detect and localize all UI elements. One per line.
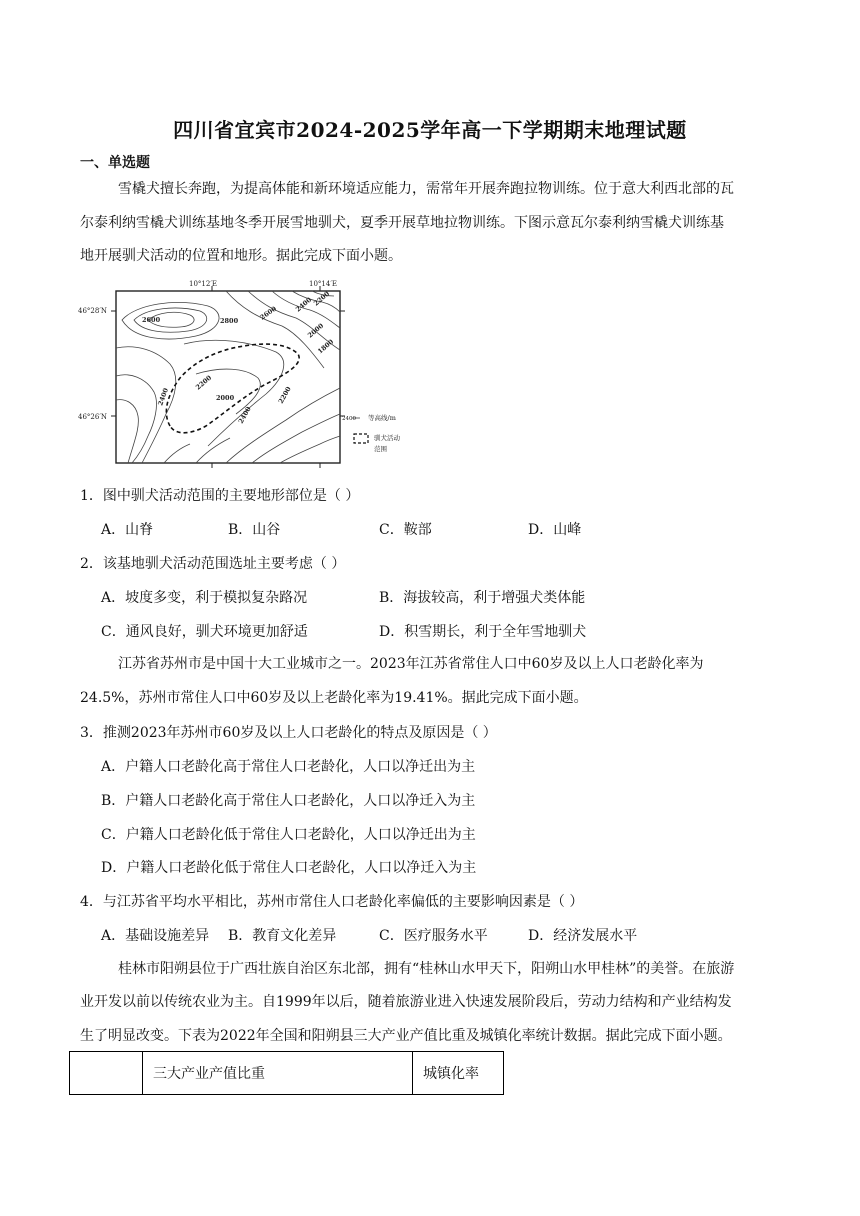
training-area-boundary bbox=[166, 344, 299, 433]
topographic-map bbox=[76, 278, 436, 468]
question-3-option-c[interactable]: C．户籍人口老龄化低于常住人口老龄化，人口以净迁出为主 bbox=[101, 827, 476, 843]
question-2-option-b[interactable]: B．海拔较高，利于增强犬类体能 bbox=[379, 590, 586, 606]
lon-left-label: 10°12′E bbox=[189, 280, 218, 288]
question-4-option-a[interactable]: A．基础设施差异 bbox=[101, 928, 210, 944]
table-header-cell bbox=[70, 1052, 143, 1095]
legend-contour-value: 2400 bbox=[342, 416, 356, 422]
table-header-cell: 三大产业产值比重 bbox=[143, 1052, 413, 1095]
question-1-option-a[interactable]: A．山脊 bbox=[101, 522, 154, 538]
legend-contour-label: 等高线/m bbox=[368, 414, 396, 422]
contour-label: 2200 bbox=[312, 289, 332, 308]
question-2-stem: 2．该基地驯犬活动范围选址主要考虑（ ） bbox=[80, 556, 346, 572]
question-2-option-a[interactable]: A．坡度多变，利于模拟复杂路况 bbox=[101, 590, 308, 606]
question-2-option-c[interactable]: C．通风良好，驯犬环境更加舒适 bbox=[101, 624, 308, 640]
contour-label: 2200 bbox=[194, 373, 214, 392]
section-heading: 一、单选题 bbox=[80, 155, 150, 171]
legend-area-label: 范围 bbox=[374, 445, 387, 453]
question-3-stem: 3．推测2023年苏州市60岁及以上人口老龄化的特点及原因是（ ） bbox=[80, 725, 497, 741]
question-1-option-d[interactable]: D．山峰 bbox=[528, 522, 582, 538]
contour-label: 2400 bbox=[294, 295, 314, 314]
passage3-line3: 生了明显改变。下表为2022年全国和阳朔县三大产业产值比重及城镇化率统计数据。据此完成下面小题。 bbox=[80, 1028, 732, 1044]
question-1-option-c[interactable]: C．鞍部 bbox=[379, 522, 432, 538]
passage1-line3: 地开展驯犬活动的位置和地形。据此完成下面小题。 bbox=[80, 248, 402, 264]
question-3-option-d[interactable]: D．户籍人口老龄化低于常住人口老龄化，人口以净迁入为主 bbox=[101, 860, 477, 876]
question-4-stem: 4．与江苏省平均水平相比，苏州市常住人口老龄化率偏低的主要影响因素是（ ） bbox=[80, 894, 584, 910]
contour-label: 2200 bbox=[276, 385, 293, 405]
passage2-line2: 24.5%，苏州市常住人口中60岁及以上老龄化率为19.41%。据此完成下面小题。 bbox=[80, 690, 588, 706]
lat-bottom-label: 46°26′N bbox=[78, 413, 108, 421]
lon-right-label: 10°14′E bbox=[309, 280, 338, 288]
passage1-line2: 尔泰利纳雪橇犬训练基地冬季开展雪地驯犬，夏季开展草地拉物训练。下图示意瓦尔泰利纳雪橇犬训练基 bbox=[80, 215, 724, 231]
contour-label: 2400 bbox=[156, 386, 171, 407]
contour-label: 2000 bbox=[306, 321, 326, 340]
contour-label: 2600 bbox=[142, 316, 161, 324]
question-1-stem: 1．图中驯犬活动范围的主要地形部位是（ ） bbox=[80, 488, 360, 504]
table-header-cell: 城镇化率 bbox=[413, 1052, 504, 1095]
question-1-option-b[interactable]: B．山谷 bbox=[228, 522, 281, 538]
passage3-line2: 业开发以前以传统农业为主。自1999年以后，随着旅游业进入快速发展阶段后，劳动力结构和产业结构发 bbox=[80, 994, 732, 1010]
question-4-option-d[interactable]: D．经济发展水平 bbox=[528, 928, 638, 944]
passage2-line1: 江苏省苏州市是中国十大工业城市之一。2023年江苏省常住人口中60岁及以上人口老龄化率为 bbox=[118, 656, 704, 672]
legend-area-label: 驯犬活动 bbox=[374, 434, 400, 442]
lat-top-label: 46°28′N bbox=[78, 307, 108, 315]
page-title: 四川省宜宾市2024-2025学年高一下学期期末地理试题 bbox=[173, 118, 687, 142]
question-3-option-a[interactable]: A．户籍人口老龄化高于常住人口老龄化，人口以净迁出为主 bbox=[101, 759, 476, 775]
question-3-option-b[interactable]: B．户籍人口老龄化高于常住人口老龄化，人口以净迁入为主 bbox=[101, 793, 476, 809]
data-table bbox=[69, 1051, 504, 1095]
question-4-option-c[interactable]: C．医疗服务水平 bbox=[379, 928, 488, 944]
contour-label: 2000 bbox=[216, 394, 235, 402]
table-header-row bbox=[70, 1052, 504, 1095]
passage3-line1: 桂林市阳朔县位于广西壮族自治区东北部，拥有“桂林山水甲天下，阳朔山水甲桂林”的美誉。在旅游 bbox=[118, 961, 735, 977]
contour-label: 1800 bbox=[316, 337, 336, 356]
question-4-option-b[interactable]: B．教育文化差异 bbox=[228, 928, 337, 944]
contour-label: 2400 bbox=[236, 405, 253, 425]
passage1-line1: 雪橇犬擅长奔跑，为提高体能和新环境适应能力，需常年开展奔跑拉物训练。位于意大利西北部的瓦 bbox=[118, 181, 734, 197]
contour-label: 2800 bbox=[220, 317, 239, 325]
contour-label: 2600 bbox=[258, 304, 278, 322]
question-2-option-d[interactable]: D．积雪期长，利于全年雪地驯犬 bbox=[379, 624, 587, 640]
